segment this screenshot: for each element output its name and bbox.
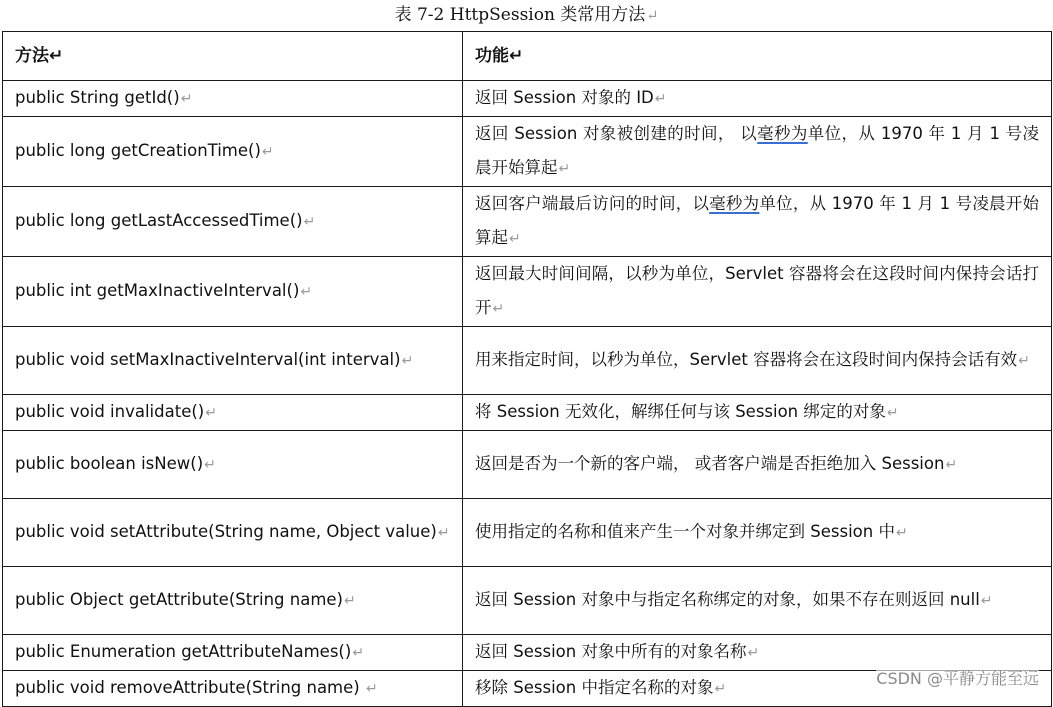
- return-mark-icon: ↵: [646, 8, 659, 24]
- function-cell: [463, 327, 1052, 395]
- underlined-text: 毫秒为: [757, 124, 808, 143]
- return-mark-icon: ↵: [300, 284, 313, 300]
- function-text: 移除 Session 中指定名称的对象: [475, 678, 714, 697]
- function-text: 单位，从 1970 年 1 月 1 号凌晨开始算起: [475, 194, 1039, 247]
- function-cell: [463, 431, 1052, 499]
- function-text: 单位，从 1970 年 1 月 1 号凌晨开始算起: [475, 124, 1039, 177]
- function-cell: [463, 499, 1052, 567]
- return-mark-icon: ↵: [1018, 353, 1030, 369]
- return-mark-icon: ↵: [205, 405, 217, 421]
- caption-text: 表 7-2 HttpSession 类常用方法: [394, 5, 646, 25]
- method-cell: [3, 117, 463, 187]
- table-caption: [0, 0, 1053, 30]
- method-text: public Enumeration getAttributeNames(): [15, 642, 352, 661]
- return-mark-icon: ↵: [654, 91, 667, 107]
- function-text: 返回最大时间间隔，以秒为单位，Servlet 容器将会在这段时间内保持会话打开: [475, 264, 1039, 317]
- function-text: 返回客户端最后访问的时间，以: [475, 194, 710, 213]
- return-mark-icon: ↵: [261, 144, 274, 160]
- header-method: [3, 32, 463, 81]
- function-text: 用来指定时间，以秒为单位，Servlet 容器将会在这段时间内保持会话有效: [475, 350, 1018, 369]
- return-mark-icon: ↵: [437, 525, 450, 541]
- table-row: [3, 81, 1052, 117]
- method-cell: [3, 635, 463, 671]
- return-mark-icon: ↵: [714, 681, 727, 697]
- header-function: [463, 32, 1052, 81]
- method-cell: [3, 431, 463, 499]
- function-cell: [463, 395, 1052, 431]
- return-mark-icon: ↵: [343, 593, 356, 609]
- function-text: 返回 Session 对象被创建的时间， 以: [475, 124, 758, 143]
- table-header-row: [3, 32, 1052, 81]
- table-row: [3, 117, 1052, 187]
- method-cell: [3, 327, 463, 395]
- return-mark-icon: ↵: [401, 353, 414, 369]
- return-mark-icon: ↵: [180, 91, 193, 107]
- table-row: [3, 395, 1052, 431]
- return-mark-icon: ↵: [945, 457, 958, 473]
- method-text: public long getCreationTime(): [15, 141, 261, 160]
- return-mark-icon: ↵: [509, 231, 521, 247]
- header-method-label: 方法: [15, 46, 49, 66]
- methods-table: [2, 31, 1052, 707]
- return-mark-icon: ↵: [492, 301, 505, 317]
- return-mark-icon: ↵: [365, 681, 378, 697]
- method-text: public Object getAttribute(String name): [15, 590, 343, 609]
- method-cell: [3, 395, 463, 431]
- method-cell: [3, 567, 463, 635]
- method-text: public int getMaxInactiveInterval(): [15, 281, 300, 300]
- return-mark-icon: ↵: [49, 46, 64, 66]
- return-mark-icon: ↵: [204, 457, 216, 473]
- function-text: 返回 Session 对象中所有的对象名称: [475, 642, 747, 661]
- function-cell: [463, 187, 1052, 257]
- method-text: public void invalidate(): [15, 402, 205, 421]
- function-text: 返回 Session 对象的 ID: [475, 88, 654, 107]
- method-cell: [3, 499, 463, 567]
- return-mark-icon: ↵: [895, 525, 908, 541]
- method-text: public void removeAttribute(String name): [15, 678, 360, 697]
- table-row: [3, 327, 1052, 395]
- table-row: [3, 187, 1052, 257]
- function-text: 返回是否为一个新的客户端， 或者客户端是否拒绝加入 Session: [475, 454, 945, 473]
- return-mark-icon: ↵: [886, 405, 899, 421]
- table-row: [3, 257, 1052, 327]
- method-cell: [3, 257, 463, 327]
- header-function-label: 功能: [475, 46, 509, 66]
- return-mark-icon: ↵: [980, 593, 993, 609]
- underlined-text: 毫秒为: [709, 194, 760, 213]
- function-text: 返回 Session 对象中与指定名称绑定的对象，如果不存在则返回 null: [475, 590, 980, 609]
- return-mark-icon: ↵: [352, 645, 365, 661]
- table-row: [3, 567, 1052, 635]
- function-text: 使用指定的名称和值来产生一个对象并绑定到 Session 中: [475, 522, 895, 541]
- function-cell: [463, 117, 1052, 187]
- method-cell: [3, 187, 463, 257]
- watermark: CSDN @平静方能至远: [876, 666, 1039, 689]
- method-text: public void setMaxInactiveInterval(int interval): [15, 350, 401, 369]
- function-cell: [463, 257, 1052, 327]
- function-cell: [463, 81, 1052, 117]
- method-text: public boolean isNew(): [15, 454, 204, 473]
- method-text: public String getId(): [15, 88, 180, 107]
- table-row: [3, 499, 1052, 567]
- method-cell: [3, 81, 463, 117]
- return-mark-icon: ↵: [303, 214, 316, 230]
- function-text: 将 Session 无效化，解绑任何与该 Session 绑定的对象: [475, 402, 886, 421]
- method-text: public long getLastAccessedTime(): [15, 211, 303, 230]
- return-mark-icon: ↵: [558, 161, 571, 177]
- method-cell: [3, 671, 463, 707]
- return-mark-icon: ↵: [509, 46, 524, 66]
- table-row: [3, 431, 1052, 499]
- return-mark-icon: ↵: [747, 645, 760, 661]
- method-text: public void setAttribute(String name, Object value): [15, 522, 437, 541]
- function-cell: [463, 567, 1052, 635]
